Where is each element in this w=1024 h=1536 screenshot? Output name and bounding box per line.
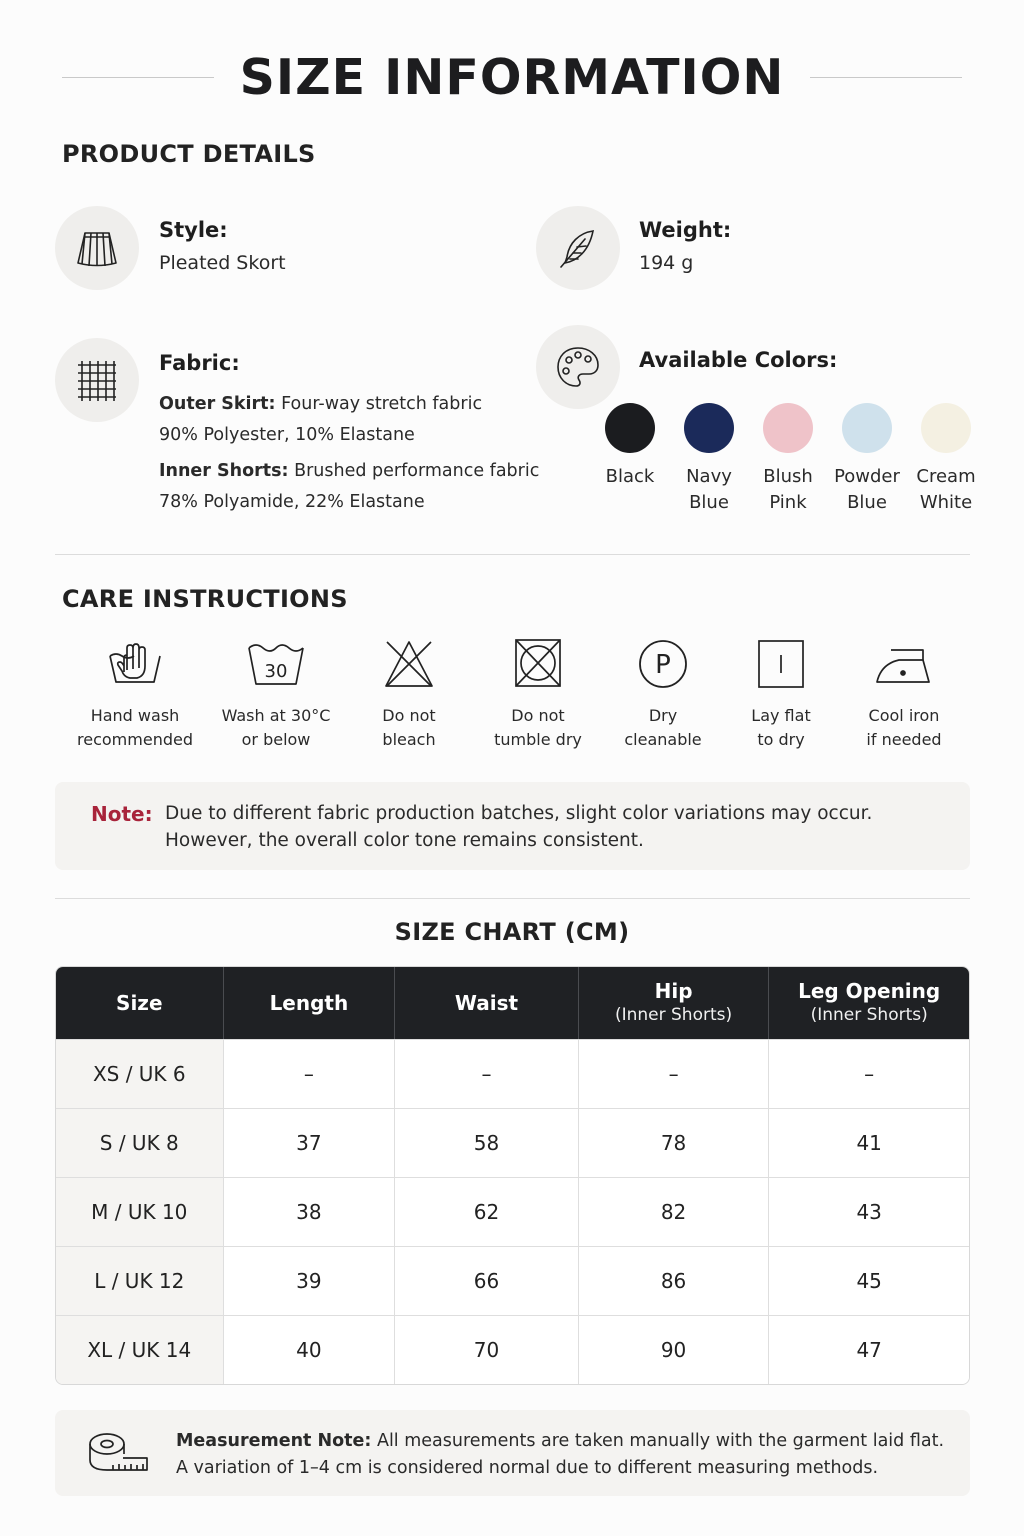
outer-skirt-line <box>159 394 482 414</box>
title-rule-right <box>810 77 962 78</box>
swatch-navy-blue[interactable] <box>684 403 734 453</box>
skirt-icon <box>55 206 139 290</box>
outer-skirt-label: Outer Skirt: <box>159 394 276 414</box>
size-chart-title: SIZE CHART (CM) <box>394 918 630 946</box>
style-label: Style: <box>159 218 228 242</box>
care-cool-iron: Cool iron if needed <box>829 636 979 752</box>
hip-cell: 90 <box>579 1315 770 1384</box>
weight-value: 194 g <box>639 252 694 274</box>
swatch-cream-white[interactable] <box>921 403 971 453</box>
size-cell: L / UK 12 <box>56 1246 224 1315</box>
outer-skirt-desc: Four-way stretch fabric <box>281 394 483 414</box>
inner-shorts-line <box>159 461 539 481</box>
page-title: SIZE INFORMATION <box>239 48 785 106</box>
length-cell: 38 <box>224 1177 396 1246</box>
size-cell: M / UK 10 <box>56 1177 224 1246</box>
waist-cell: 66 <box>395 1246 579 1315</box>
leg-opening-cell: 43 <box>769 1177 969 1246</box>
color-label-black: Black <box>605 466 655 487</box>
measurement-note <box>55 1410 970 1496</box>
product-details-heading: PRODUCT DETAILS <box>62 140 316 168</box>
table-row <box>56 1246 969 1315</box>
style-value: Pleated Skort <box>159 252 286 274</box>
waist-cell: 62 <box>395 1177 579 1246</box>
care-dry-clean: P Dry cleanable <box>588 636 738 752</box>
note-label: Note: <box>91 802 153 826</box>
note-text: Due to different fabric production batches, slight color variations may occur. However, the overall color tone remains consistent. <box>165 803 873 851</box>
no-tumble-dry-icon <box>507 636 569 692</box>
leg-opening-cell: – <box>769 1039 969 1108</box>
color-variation-note <box>55 782 970 870</box>
inner-shorts-desc: Brushed performance fabric <box>294 461 540 481</box>
palette-icon <box>536 325 620 409</box>
hip-cell: 82 <box>579 1177 770 1246</box>
hand-wash-icon <box>104 636 166 692</box>
measurement-note-text: Measurement Note: All measurements are taken manually with the garment laid flat. A variation of 1–4 cm is considered normal due to different measuring methods. <box>176 1431 945 1478</box>
waist-cell: 70 <box>395 1315 579 1384</box>
color-label-powder-blue: Powder Blue <box>834 466 900 513</box>
feather-icon <box>536 206 620 290</box>
size-chart-table <box>55 966 970 1385</box>
leg-opening-cell: 47 <box>769 1315 969 1384</box>
waist-cell: – <box>395 1039 579 1108</box>
care-instructions-heading: CARE INSTRUCTIONS <box>62 585 348 613</box>
measurement-note-label: Measurement Note: <box>176 1431 372 1451</box>
swatch-powder-blue[interactable] <box>842 403 892 453</box>
title-row <box>62 40 962 114</box>
color-label-navy-blue: Navy Blue <box>686 466 732 513</box>
table-row <box>56 1039 969 1108</box>
swatch-blush-pink[interactable] <box>763 403 813 453</box>
size-cell: XS / UK 6 <box>56 1039 224 1108</box>
table-row <box>56 1177 969 1246</box>
iron-icon <box>873 636 935 692</box>
dry-clean-text: P <box>655 650 671 680</box>
length-cell: 39 <box>224 1246 396 1315</box>
header-waist: Waist <box>395 967 579 1039</box>
size-cell: XL / UK 14 <box>56 1315 224 1384</box>
size-cell: S / UK 8 <box>56 1108 224 1177</box>
wash-30-icon <box>245 636 307 692</box>
length-cell: 40 <box>224 1315 396 1384</box>
care-hand-wash: Hand wash recommended <box>60 636 210 752</box>
fabric-label: Fabric: <box>159 351 240 375</box>
wash-30-text: 30 <box>264 661 288 682</box>
outer-skirt-composition: 90% Polyester, 10% Elastane <box>159 425 415 445</box>
table-row <box>56 1315 969 1384</box>
title-rule-left <box>62 77 214 78</box>
header-leg-opening: Leg Opening (Inner Shorts) <box>769 967 969 1039</box>
divider <box>55 898 970 899</box>
care-no-bleach: Do not bleach <box>334 636 484 752</box>
hip-cell: 78 <box>579 1108 770 1177</box>
leg-opening-cell: 41 <box>769 1108 969 1177</box>
leg-opening-cell: 45 <box>769 1246 969 1315</box>
table-row <box>56 1108 969 1177</box>
color-label-blush-pink: Blush Pink <box>763 466 813 513</box>
header-size: Size <box>56 967 224 1039</box>
lay-flat-icon <box>750 636 812 692</box>
care-lay-flat: Lay flat to dry <box>706 636 856 752</box>
header-length: Length <box>224 967 396 1039</box>
size-chart-header-row <box>56 967 969 1039</box>
hip-cell: – <box>579 1039 770 1108</box>
no-bleach-icon <box>378 636 440 692</box>
colors-label: Available Colors: <box>639 348 838 372</box>
inner-shorts-label: Inner Shorts: <box>159 461 289 481</box>
dry-clean-icon <box>632 636 694 692</box>
fabric-icon <box>55 338 139 422</box>
weight-label: Weight: <box>639 218 732 242</box>
measuring-tape-icon <box>87 1428 151 1480</box>
length-cell: – <box>224 1039 396 1108</box>
waist-cell: 58 <box>395 1108 579 1177</box>
divider <box>55 554 970 555</box>
hip-cell: 86 <box>579 1246 770 1315</box>
inner-shorts-composition: 78% Polyamide, 22% Elastane <box>159 492 425 512</box>
care-wash-30: 30 Wash at 30°C or below <box>201 636 351 752</box>
swatch-black[interactable] <box>605 403 655 453</box>
length-cell: 37 <box>224 1108 396 1177</box>
color-label-cream-white: Cream White <box>916 466 976 513</box>
care-no-tumble-dry: Do not tumble dry <box>463 636 613 752</box>
header-hip: Hip (Inner Shorts) <box>579 967 770 1039</box>
